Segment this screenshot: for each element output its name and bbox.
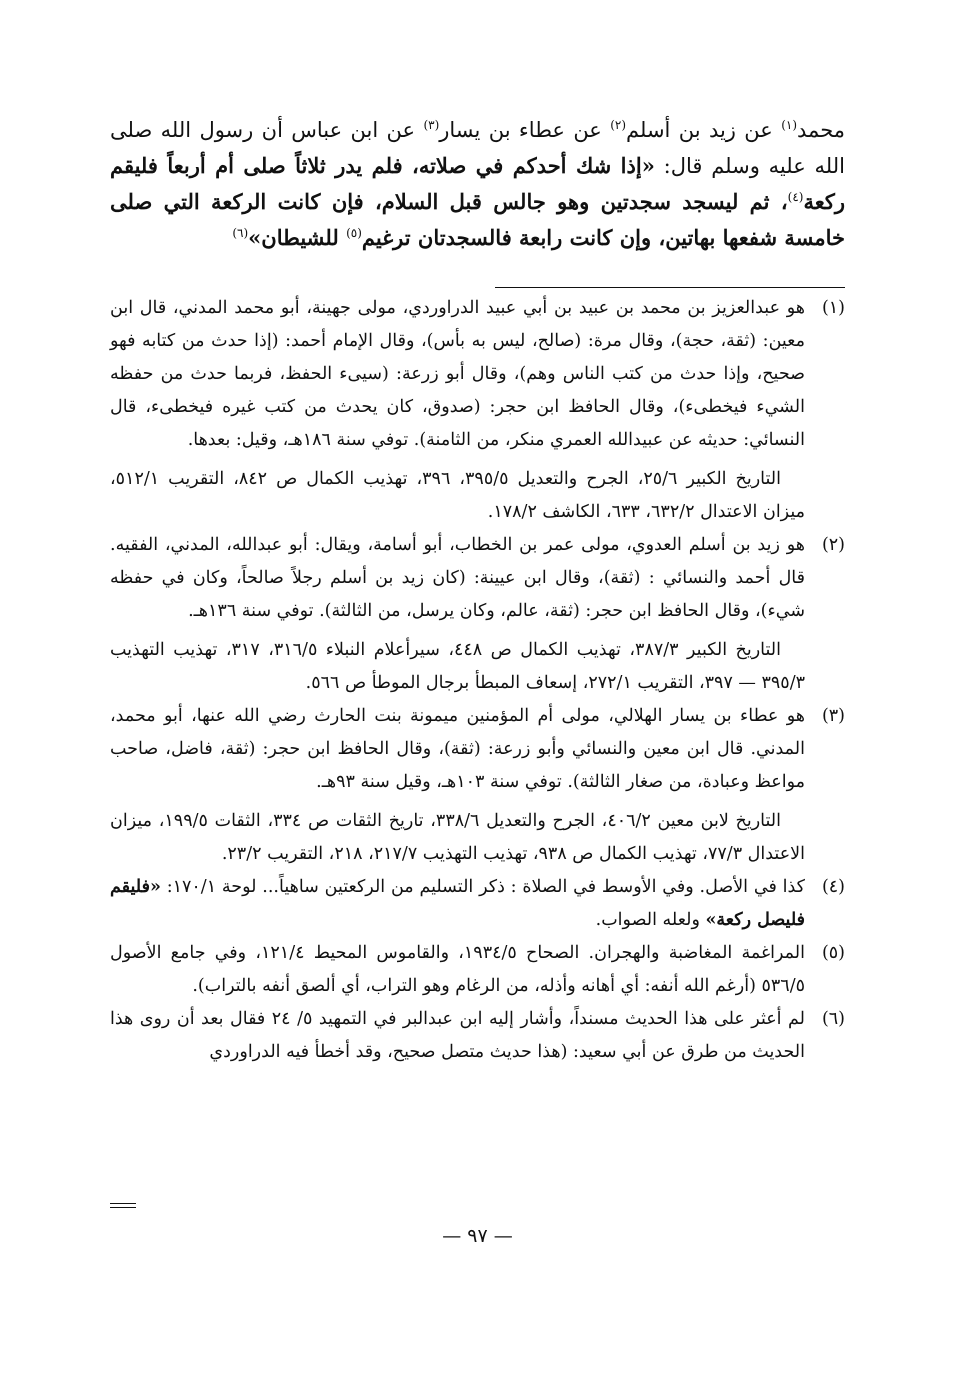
hadith-bold-text: للشيطان» [248,225,347,250]
footnote-5 [110,937,845,1003]
footnote-4 [110,871,845,937]
footnote-marker[interactable]: (٥) [346,226,362,240]
text-segment: عن زيد بن أسلم [626,118,782,142]
footnote-number: (٣) [821,706,845,726]
footnote-text: هو عبدالعزيز بن محمد بن عبيد بن أبي عبيد الدراوردي، مولى جهينة، أبو محمد المدني، قال ابن معين: (ثقة، حجة)، وقال مرة: (صالح، ليس به بأس)، وقال الإمام أحمد: (إذا حدث من كتابه فهو صحيح، وإذا حدث من كتب الناس وهم)، وقال أبو زرعة: (سيىء الحفظ، فربما حدث من حفظه الشيء فيخطىء)، وقال الحافظ ابن حجر: (صدوق، كان يحدث من كتب غيره فيخطىء، قال النسائي: حديثه عن عبيدالله العمري منكر، من الثامنة). توفي سنة ١٨٦هـ، وقيل: بعدها. [110,298,805,450]
footnote-references: التاريخ الكبير ٣٨٧/٣، تهذيب الكمال ص ٤٤٨، سيرأعلام النبلاء ٣١٦/٥، ٣١٧، تهذيب التهذيب ٣٩٥/٣ — ٣٩٧، التقريب ٢٧٢/١، إسعاف المبطأ برجال الموطأ ص ٥٦٦. [110,640,805,693]
footnote-text: هو زيد بن أسلم العدوي، مولى عمر بن الخطاب، أبو أسامة، ويقال: أبو عبدالله، المدني، الفقيه. قال أحمد والنسائي : (ثقة)، وقال ابن عيينة: (كان زيد بن أسلم رجلاً صالحاً، وكان في حفظه شيء)، وقال الحافظ ابن حجر: (ثقة، عالم، وكان يرسل، من الثالثة). توفي سنة ١٣٦هـ. [110,535,805,621]
footnote-text: المراغمة المغاضبة والهجران. الصحاح ١٩٣٤/٥، والقاموس المحيط ١٢١/٤، وفي جامع الأصول ٥٣٦/٥ (أرغم الله أنفه: أي أهانه وأذله، من الرغام وهو التراب، أي ألصق أنفه بالتراب). [110,943,805,996]
page-number: — ٩٧ — [442,1225,513,1247]
footnote-references: التاريخ الكبير ٢٥/٦، الجرح والتعديل ٣٩٥/٥، ٣٩٦، تهذيب الكمال ص ٨٤٢، التقريب ٥١٢/١، ميزان الاعتدال ٦٣٢/٢، ٦٣٣، الكاشف ١٧٨/٢. [110,469,805,522]
hadith-paragraph [110,112,845,256]
footnote-number: (٤) [821,877,845,897]
text-segment: محمد [797,118,845,142]
footnote-marker[interactable]: (٦) [232,226,249,240]
main-text-block [110,112,845,256]
footnote-number: (٢) [821,535,845,555]
footnote-1 [110,292,845,529]
footnote-marker[interactable]: (٤) [787,190,804,204]
footnotes [110,292,845,1069]
footnote-text-part: كذا في الأصل. وفي الأوسط في الصلاة : ذكر التسليم من الركعتين ساهياً... لوحة ١٧٠/١: [160,877,805,897]
footnote-marker[interactable]: (٢) [610,118,627,132]
continuation-mark [110,1203,136,1211]
footnote-text-part: ولعله الصواب. [595,910,706,930]
footnote-number: (١) [821,298,845,318]
footnote-number: (٥) [821,943,845,963]
footnote-number: (٦) [821,1009,845,1029]
footnote-separator [495,287,845,288]
footnote-2 [110,529,845,700]
footnote-3 [110,700,845,871]
hadith-bold-text: ، ثم ليسجد سجدتين وهو جالس قبل السلام، فإن كانت الركعة التي صلى خامسة شفعها بهاتين، وإن كانت رابعة فالسجدتان ترغيم [110,189,845,250]
footnote-marker[interactable]: (١) [781,118,798,132]
footnote-text: لم أعثر على هذا الحديث مسنداً، وأشار إليه ابن عبدالبر في التمهيد ٥/ ٢٤ فقال بعد أن روى هذا الحديث من طرق عن أبي سعيد: (هذا حديث متصل صحيح، وقد أخطأ فيه الدراوردي [110,1009,805,1062]
footnote-marker[interactable]: (٣) [423,118,440,132]
footnote-text: هو عطاء بن يسار الهلالي، مولى أم المؤمنين ميمونة بنت الحارث رضي الله عنها، أبو محمد، المدني. قال ابن معين والنسائي وأبو زرعة: (ثقة)، وقال الحافظ ابن حجر: (ثقة، فاضل، صاحب مواعظ وعبادة، من صغار الثالثة). توفي سنة ١٠٣هـ، وقيل سنة ٩٣هـ. [110,706,805,792]
footnote-6 [110,1003,845,1069]
footnote-text [110,871,805,937]
text-segment: عن ابن عباس أن رسول الله صلى الله عليه وسلم قال: [110,118,845,178]
hadith-bold-text: «إذا شك أحدكم في صلاته، فلم يدر ثلاثاً صلى أم أربعاً فليقم ركعة [110,153,845,214]
footnote-bold-quote: «فليقم فليصل ركعة» [110,877,805,930]
text-segment: عن عطاء بن يسار [439,118,611,142]
footnote-references: التاريخ لابن معين ٤٠٦/٢، الجرح والتعديل ٣٣٨/٦، تاريخ الثقات ص ٣٣٤، الثقات ١٩٩/٥، ميزان الاعتدال ٧٧/٣، تهذيب الكمال ص ٩٣٨، تهذيب التهذيب ٢١٧/٧، ٢١٨، التقريب ٢٣/٢. [110,811,805,864]
